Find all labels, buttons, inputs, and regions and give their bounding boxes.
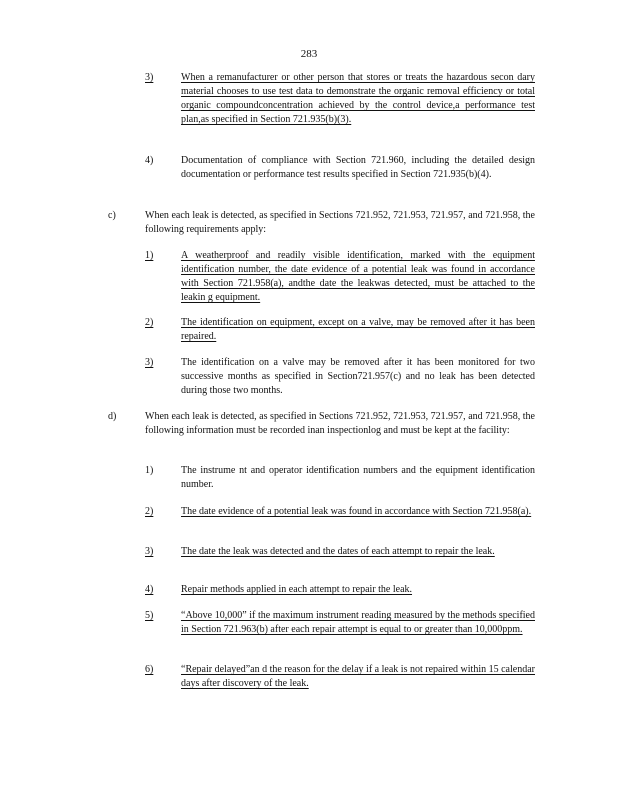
item-text: The identification on equipment, except on a valve, may be removed after it has been repaired.	[181, 317, 535, 342]
item-label: 1)	[145, 465, 154, 476]
item-label: 3)	[145, 357, 154, 368]
item-label: 4)	[145, 584, 154, 595]
item-label: 1)	[145, 250, 154, 261]
item-label: c)	[108, 210, 116, 221]
item-label: 3)	[145, 72, 154, 83]
item-label: 5)	[145, 610, 154, 621]
item-text: “Repair delayed”an d the reason for the delay if a leak is not repaired within 15 calendar days after discovery of the leak.	[181, 664, 535, 689]
item-text: The identification on a valve may be removed after it has been monitored for two successive months as specified in Section721.957(c) and no leak has been detected during those two months.	[181, 357, 535, 396]
item-label: 2)	[145, 506, 154, 517]
item-text: The date the leak was detected and the dates of each attempt to repair the leak.	[181, 546, 495, 557]
item-text: Documentation of compliance with Section 721.960, including the detailed design documentation or performance test results specified in Section 721.935(b)(4).	[181, 155, 535, 180]
page-number: 283	[300, 48, 318, 60]
item-text: The instrume nt and operator identification numbers and the equipment identification number.	[181, 465, 535, 490]
item-text: The date evidence of a potential leak was found in accordance with Section 721.958(a).	[181, 506, 532, 517]
item-label: d)	[108, 411, 117, 422]
item-text: A weatherproof and readily visible identification, marked with the equipment identification number, the date evidence of a potential leak was found in accordance with Section 721.958(a), andthe date the leakwas detected, must be attached to the leakin g equipment.	[181, 250, 535, 303]
item-label: 3)	[145, 546, 154, 557]
item-text: Repair methods applied in each attempt to repair the leak.	[181, 584, 413, 595]
item-text: When each leak is detected, as specified in Sections 721.952, 721.953, 721.957, and 721.958, the following information must be recorded inan inspectionlog and must be kept at the facility:	[145, 411, 535, 436]
item-label: 6)	[145, 664, 154, 675]
item-text: “Above 10,000” if the maximum instrument reading measured by the methods specified in Section 721.963(b) after each repair attempt is equal to or greater than 10,000ppm.	[181, 610, 535, 635]
item-text: When a remanufacturer or other person that stores or treats the hazardous secon dary material chooses to use test data to demonstrate the organic removal efficiency or total organic compoundconcentration achieved by the control device,a performance test plan,as specified in Section 721.935(b)(3).	[181, 72, 535, 125]
item-text: When each leak is detected, as specified in Sections 721.952, 721.953, 721.957, and 721.958, the following requirements apply:	[145, 210, 535, 235]
item-label: 2)	[145, 317, 154, 328]
item-label: 4)	[145, 155, 154, 166]
